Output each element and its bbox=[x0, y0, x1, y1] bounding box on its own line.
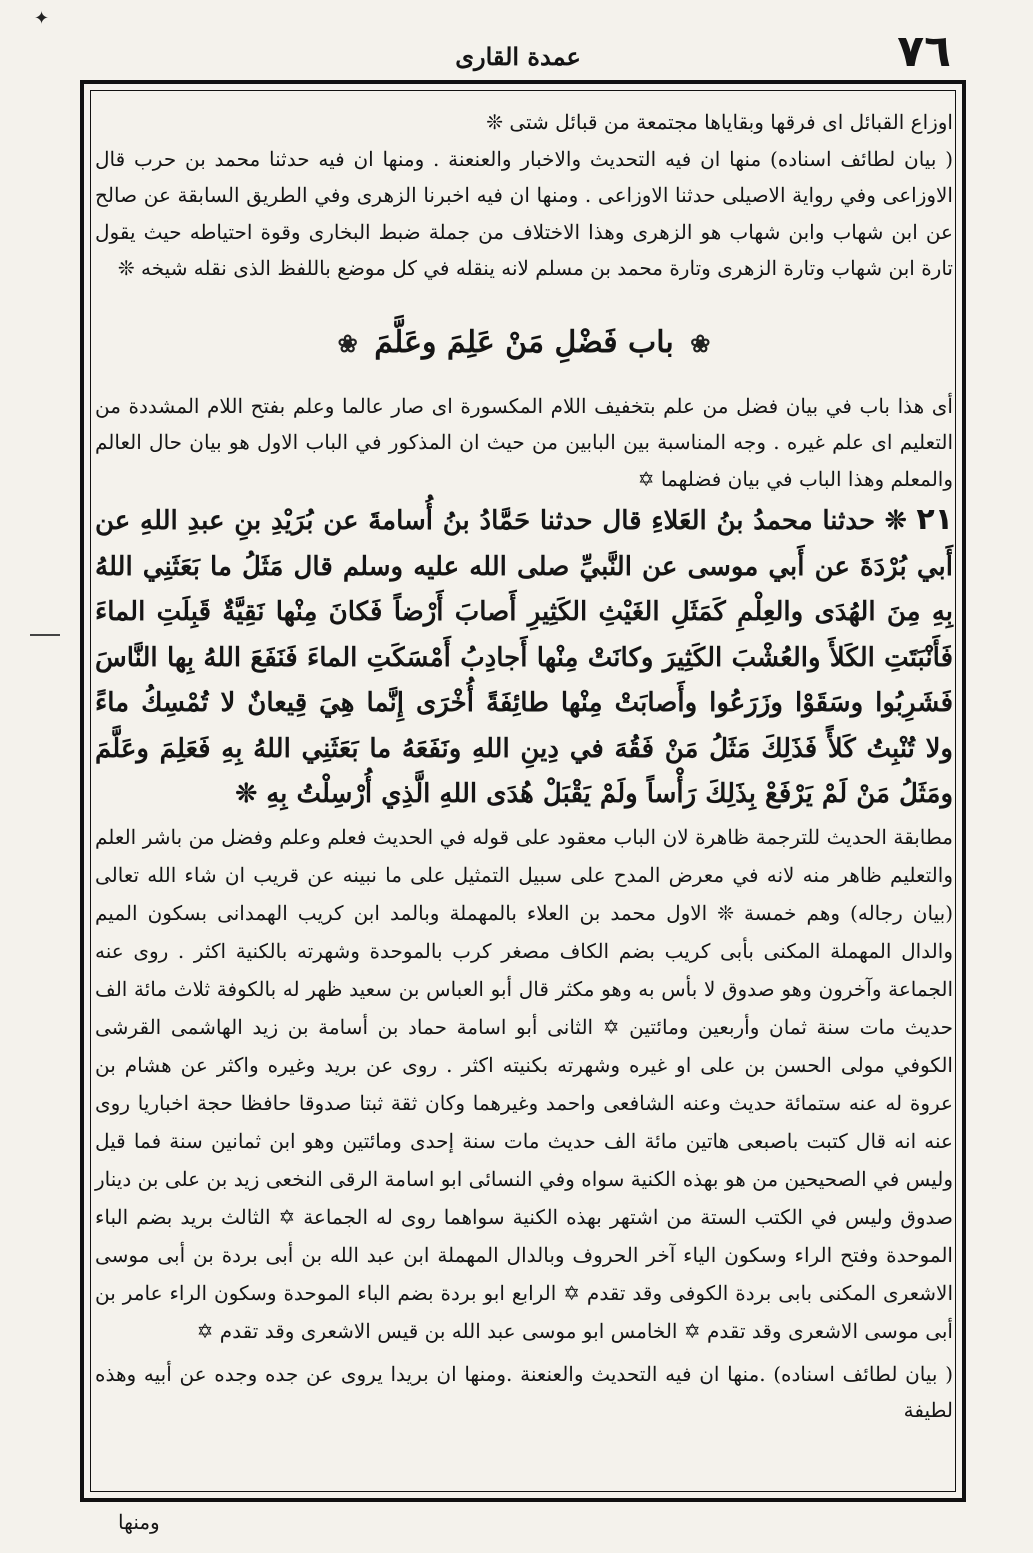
hadith-text bbox=[95, 497, 953, 818]
hadith-body: ❊ حدثنا محمدُ بنُ العَلاءِ قال حدثنا حَمَّادُ بنُ أُسامةَ عن بُرَيْدِ بنِ عبدِ اللهِ عن أَبي بُرْدَةَ عن أَبي موسى عن النَّبيِّ صلى الله عليه وسلم قال مَثَلُ ما بَعَثَنِي اللهُ بِهِ مِنَ الهُدَى والعِلْمِ كَمَثَلِ الغَيْثِ الكَثِيرِ أَصابَ أَرْضاً فَكانَ مِنْها نَقِيَّةٌ قَبِلَتِ الماءَ فَأَنْبَتَتِ الكَلأَ والعُشْبَ الكَثِيرَ وكانَتْ مِنْها أَجادِبُ أَمْسَكَتِ الماءَ فَنَفَعَ اللهُ بِها النَّاسَ فَشَرِبُوا وسَقَوْا وزَرَعُوا وأَصابَتْ مِنْها طائِفَةً أُخْرَى إِنَّما هِيَ قِيعانٌ لا تُمْسِكُ ماءً ولا تُنْبِتُ كَلأً فَذَلِكَ مَثَلُ مَنْ فَقُهَ في دِينِ اللهِ ونَفَعَهُ ما بَعَثَنِي اللهُ بِهِ فَعَلِمَ وعَلَّمَ ومَثَلُ مَنْ لَمْ يَرْفَعْ بِذَلِكَ رَأْساً ولَمْ يَقْبَلْ هُدَى اللهِ الَّذِي أُرْسِلْتُ بِهِ ❊ bbox=[95, 506, 953, 809]
chapter-heading bbox=[95, 323, 953, 364]
catchword: ومنها bbox=[118, 1510, 160, 1534]
ornament-left-icon: ❀ bbox=[337, 328, 358, 358]
chapter-intro: أى هذا باب في بيان فضل من علم بتخفيف اللام المكسورة اى صار عالما وعلم بفتح اللام المشددة من التعليم اى علم غيره . وجه المناسبة بين البابين من حيث ان المذكور في الباب الاول هو بيان حال العالم والمعلم وهذا الباب في بيان فضلهما ✡ bbox=[95, 393, 953, 491]
page-number: ٧٦ bbox=[897, 26, 951, 77]
running-title: عمدة القارى bbox=[455, 42, 581, 71]
margin-mark bbox=[30, 634, 60, 636]
paragraph-1: اوزاع القبائل اى فرقها وبقاياها مجتمعة من قبائل شتى ❊ bbox=[486, 110, 953, 134]
hadith-number: ٢١ bbox=[916, 502, 954, 537]
ornament-right-icon: ❀ bbox=[690, 328, 711, 358]
last-paragraph: ( بيان لطائف اسناده) .منها ان فيه التحديث والعنعنة .ومنها ان بريدا يروى عن جده وجده عن أبيه وهذه لطيفة bbox=[95, 1361, 953, 1422]
corner-mark: ✦ bbox=[34, 8, 50, 29]
page-body bbox=[95, 104, 953, 1494]
chapter-title: باب فَضْلِ مَنْ عَلِمَ وعَلَّمَ bbox=[374, 324, 674, 360]
commentary: مطابقة الحديث للترجمة ظاهرة لان الباب معقود على قوله في الحديث فعلم وعلم وفضل من باشر العلم والتعليم ظاهر منه لانه في معرض المدح على سبيل التمثيل على ما نبينه عن قريب ان شاء الله تعالى (بيان رجاله) وهم خمسة ❊ الاول محمد بن العلاء بالمهملة وبالمد ابن كريب الهمدانى بسكون الميم والدال المهملة المكنى بأبى كريب بضم الكاف مصغر كرب بالموحدة وشهرته بالكنية اكثر . روى عنه الجماعة وآخرون وهو صدوق لا بأس به وهو مكثر قال أبو العباس بن سعيد ظهر له بالكوفة ثلاث مائة الف حديث مات سنة ثمان وأربعين ومائتين ✡ الثانى أبو اسامة حماد بن أسامة بن زيد الهاشمى القرشى الكوفي مولى الحسن بن على او غيره وشهرته بكنيته اكثر . روى عن بريد وغيره واكثر عن هشام بن عروة له عنه ستمائة حديث وعنه الشافعى واحمد وغيرهما وكان ثقة ثبتا صدوقا حافظا حجة اخباريا روى عنه انه قال كتبت باصبعى هاتين مائة الف حديث مات سنة إحدى ومائتين وهو ابن ثمانين سنة فما قيل وليس في الصحيحين من هو بهذه الكنية سواه وفي النسائى ابو اسامة الرقى النخعى زيد بن على بن دينار صدوق وليس في الكتب الستة من اشتهر بهذه الكنية سواهما روى له الجماعة ✡ الثالث بريد بضم الباء الموحدة وفتح الراء وسكون الياء آخر الحروف وبالدال المهملة ابن عبد الله بن أبى بردة بن أبى موسى الاشعرى المكنى بابى بردة الكوفى وقد تقدم ✡ الرابع ابو بردة بضم الباء الموحدة وسكون الراء عامر بن أبى موسى الاشعرى وقد تقدم ✡ الخامس ابو موسى عبد الله بن قيس الاشعرى وقد تقدم ✡ bbox=[95, 824, 953, 1343]
paragraph-isnad-notes: ( بيان لطائف اسناده) منها ان فيه التحديث والاخبار والعنعنة . ومنها ان فيه حدثنا محمد بن حرب قال الاوزاعى وفي رواية الاصيلى حدثنا الاوزاعى . ومنها ان فيه اخبرنا الزهرى وفي الطريق السابقة عن صالح عن ابن شهاب وابن شهاب هو الزهرى وهذا الاختلاف من جملة ضبط البخارى وقوة احتياطه حيث يقول تارة ابن شهاب وتارة الزهرى وتارة محمد بن مسلم لانه ينقله في كل موضع باللفظ الذى نقله شيخه ❊ bbox=[95, 146, 953, 280]
